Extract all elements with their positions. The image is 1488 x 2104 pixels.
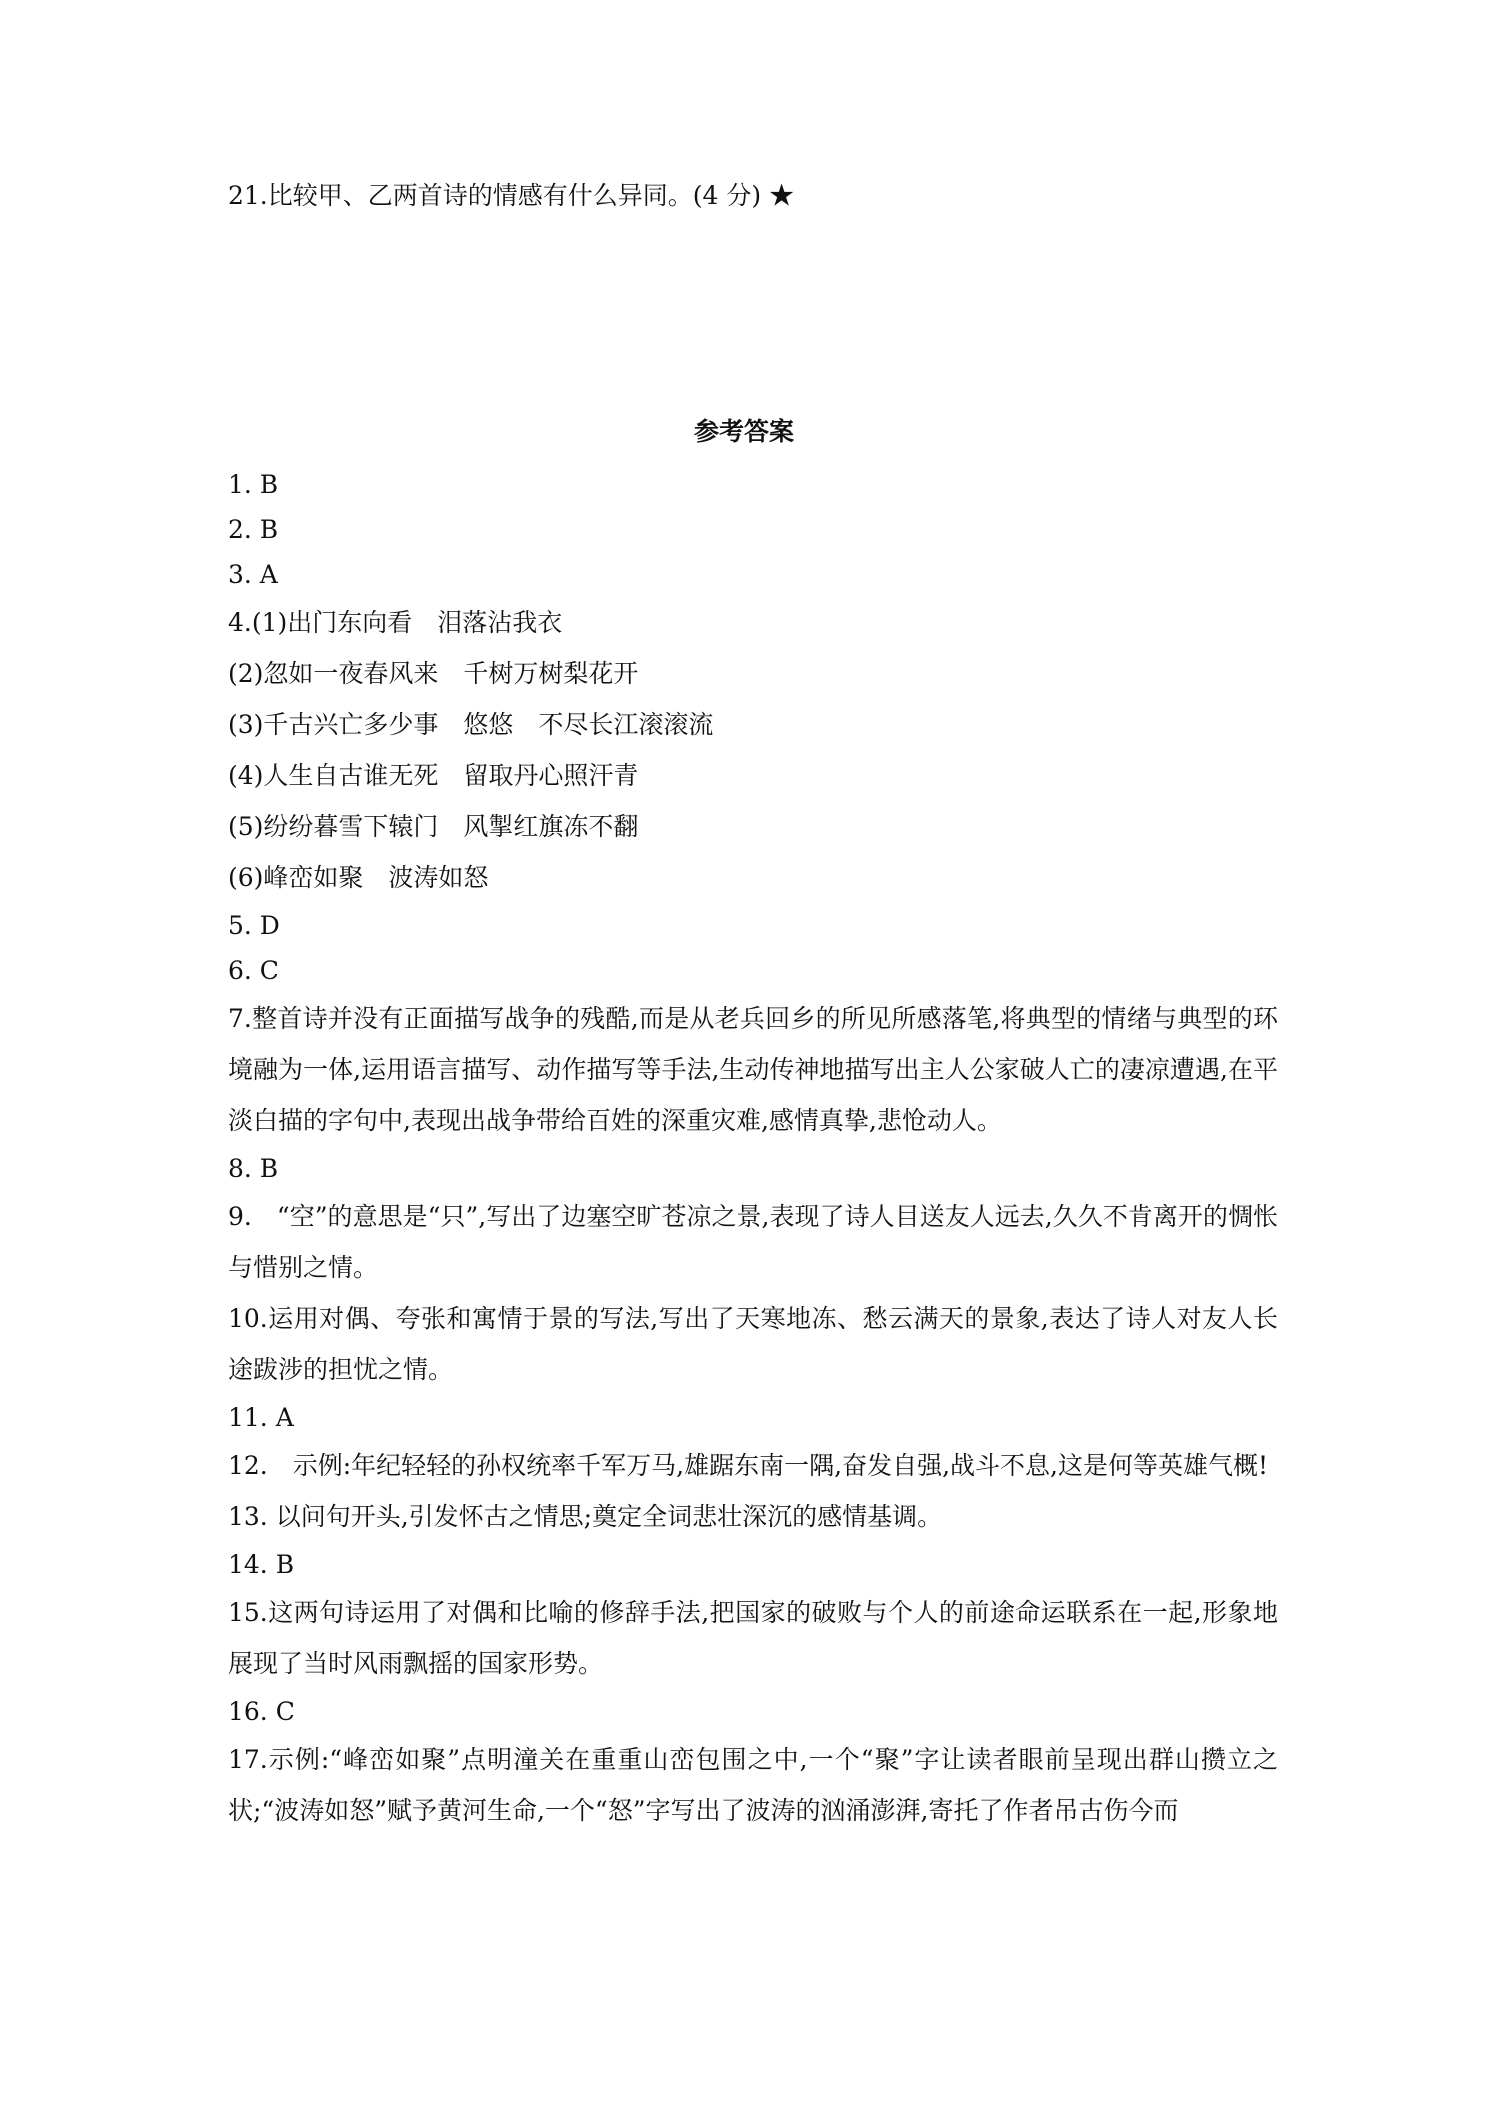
answer-list <box>228 462 1278 1836</box>
answer-item: 15.这两句诗运用了对偶和比喻的修辞手法,把国家的破败与个人的前途命运联系在一起,形象地展现了当时风雨飘摇的国家形势。 <box>228 1598 1278 1678</box>
answer-item: (4)人生自古谁无死 留取丹心照汗青 <box>228 761 639 790</box>
answer-item: (3)千古兴亡多少事 悠悠 不尽长江滚滚流 <box>228 710 714 739</box>
question-21: 21.比较甲、乙两首诗的情感有什么异同。(4 分) ★ <box>228 181 795 210</box>
answer-item: 11. A <box>228 1403 294 1432</box>
answer-item: 17.示例:“峰峦如聚”点明潼关在重重山峦包围之中,一个“聚”字让读者眼前呈现出群山攒立之状;“波涛如怒”赋予黄河生命,一个“怒”字写出了波涛的汹涌澎湃,寄托了作者吊古伤今而 <box>228 1745 1278 1825</box>
answer-item: 8. B <box>228 1154 279 1183</box>
answer-item: 14. B <box>228 1550 295 1579</box>
answer-item: 12. 示例:年纪轻轻的孙权统率千军万马,雄踞东南一隅,奋发自强,战斗不息,这是何等英雄气概! <box>228 1451 1269 1480</box>
answer-item: 13. 以问句开头,引发怀古之情思;奠定全词悲壮深沉的感情基调。 <box>228 1502 943 1531</box>
answer-item: 2. B <box>228 515 279 544</box>
answer-item: 6. C <box>228 956 279 985</box>
answer-item: (5)纷纷暮雪下辕门 风掣红旗冻不翻 <box>228 812 639 841</box>
answer-item: 9. “空”的意思是“只”,写出了边塞空旷苍凉之景,表现了诗人目送友人远去,久久不肯离开的惆怅与惜别之情。 <box>228 1202 1278 1282</box>
answer-item: 4.(1)出门东向看 泪落沾我衣 <box>228 608 563 637</box>
answer-item: 1. B <box>228 470 279 499</box>
answer-item: 5. D <box>228 911 280 940</box>
answer-item: 3. A <box>228 560 278 589</box>
answer-item: (2)忽如一夜春风来 千树万树梨花开 <box>228 659 639 688</box>
answer-item: 16. C <box>228 1697 295 1726</box>
answers-title: 参考答案 <box>693 417 794 446</box>
answer-item: 7.整首诗并没有正面描写战争的残酷,而是从老兵回乡的所见所感落笔,将典型的情绪与典型的环境融为一体,运用语言描写、动作描写等手法,生动传神地描写出主人公家破人亡的凄凉遭遇,在平淡白描的字句中,表现出战争带给百姓的深重灾难,感情真挚,悲怆动人。 <box>228 1004 1278 1135</box>
answer-item: (6)峰峦如聚 波涛如怒 <box>228 863 489 892</box>
answer-item: 10.运用对偶、夸张和寓情于景的写法,写出了天寒地冻、愁云满天的景象,表达了诗人对友人长途跋涉的担忧之情。 <box>228 1304 1278 1384</box>
